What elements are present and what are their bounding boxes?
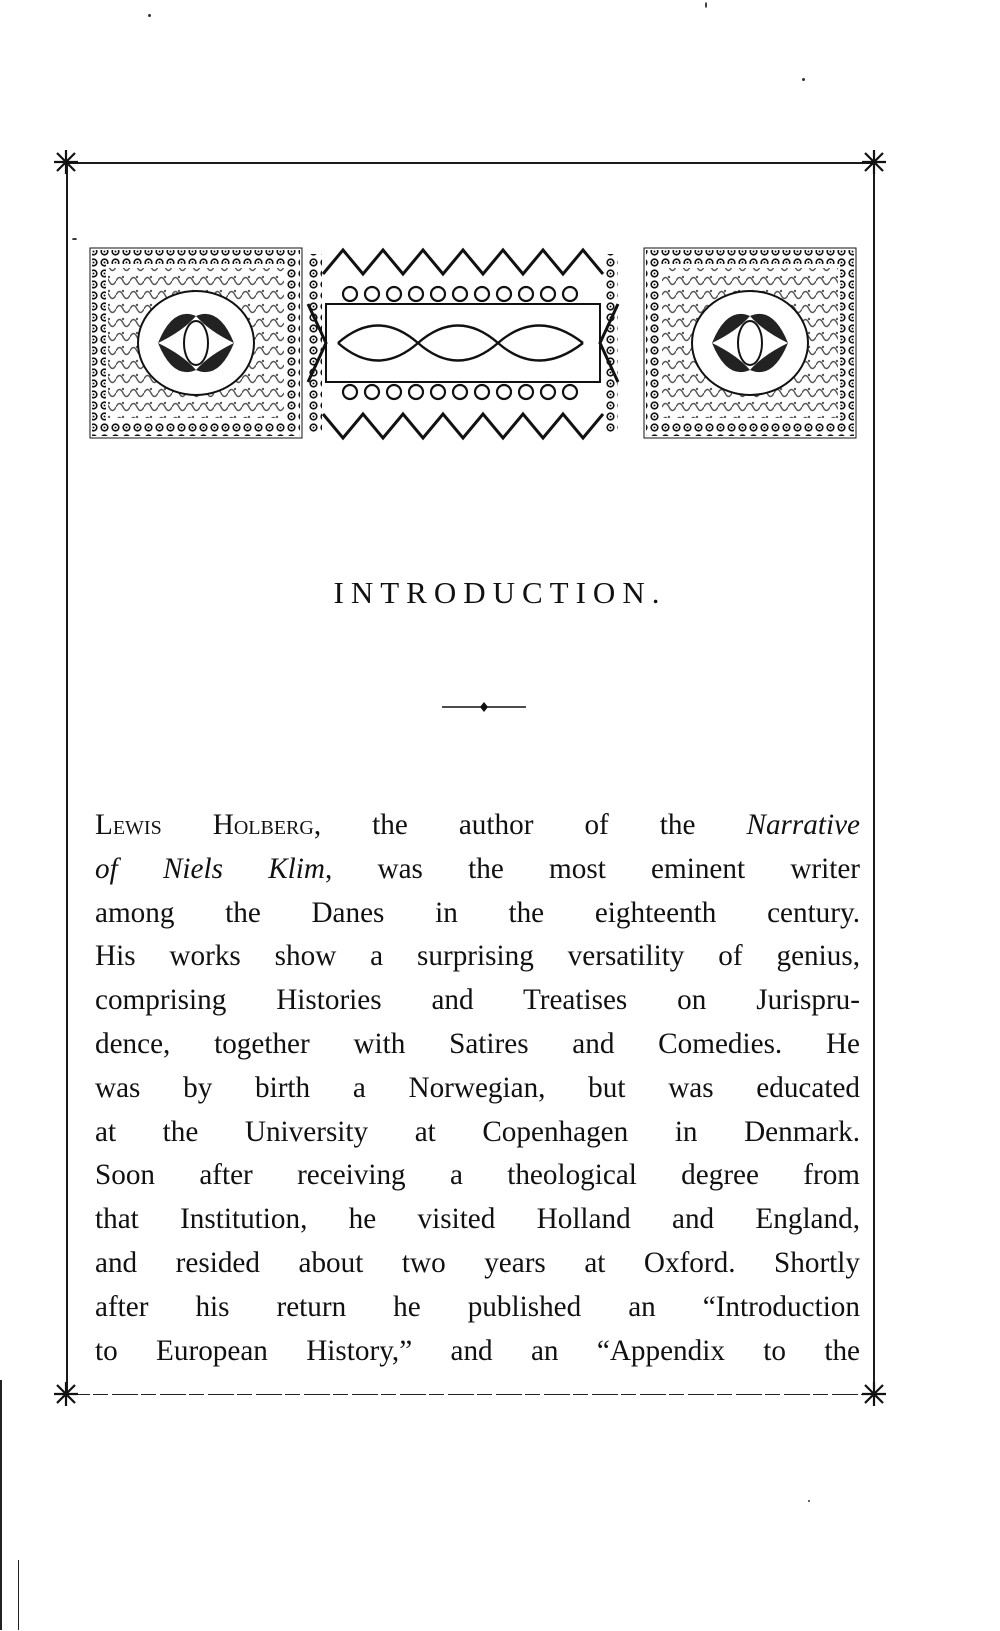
- frame-top-border: [64, 162, 876, 164]
- diamond-rule-icon: [442, 700, 526, 714]
- text-line: dence, together with Satires and Comedies. He: [95, 1027, 860, 1060]
- text-line: to European History,” and an “Appendix to the: [95, 1334, 860, 1367]
- text-line: was by birth a Norwegian, but was educated: [95, 1071, 860, 1104]
- text-line: [95, 848, 860, 892]
- scan-speck: [802, 78, 805, 81]
- scan-speck: [705, 2, 707, 8]
- headpiece-ornament-icon: [88, 246, 858, 442]
- work-title: of Niels Klim: [95, 852, 325, 885]
- text-line: after his return he published an “Introduction: [95, 1290, 860, 1323]
- frame-right-border: [873, 162, 875, 1394]
- text-fragment: , the author of the: [313, 809, 747, 841]
- corner-star-icon: [52, 1380, 80, 1408]
- text-line: among the Danes in the eighteenth century.: [95, 896, 860, 929]
- page-title: INTRODUCTION.: [333, 575, 667, 610]
- scan-speck: [72, 238, 77, 240]
- corner-star-icon: [52, 148, 80, 176]
- text-fragment: , was the most eminent writer: [324, 852, 861, 885]
- scan-speck: [808, 1500, 810, 1502]
- scan-edge: [18, 1560, 19, 1630]
- text-line: His works show a surprising versatility of genius,: [95, 940, 860, 973]
- frame-left-border: [66, 162, 68, 1394]
- corner-star-icon: [860, 1380, 888, 1408]
- text-line: comprising Histories and Treatises on Jurispru-: [95, 984, 860, 1017]
- author-name: Lewis Holberg: [95, 809, 314, 841]
- text-line: at the University at Copenhagen in Denmark.: [95, 1115, 860, 1148]
- frame-bottom-border: [64, 1394, 876, 1395]
- scan-edge: [0, 1380, 2, 1630]
- work-title: Narrative: [746, 809, 860, 841]
- scan-speck: [148, 14, 151, 17]
- text-line: Soon after receiving a theological degree from: [95, 1159, 860, 1192]
- text-line: and resided about two years at Oxford. Shortly: [95, 1246, 860, 1279]
- text-line: [95, 804, 860, 848]
- body-paragraph: [95, 804, 860, 1373]
- corner-star-icon: [860, 148, 888, 176]
- text-line: that Institution, he visited Holland and England,: [95, 1203, 860, 1236]
